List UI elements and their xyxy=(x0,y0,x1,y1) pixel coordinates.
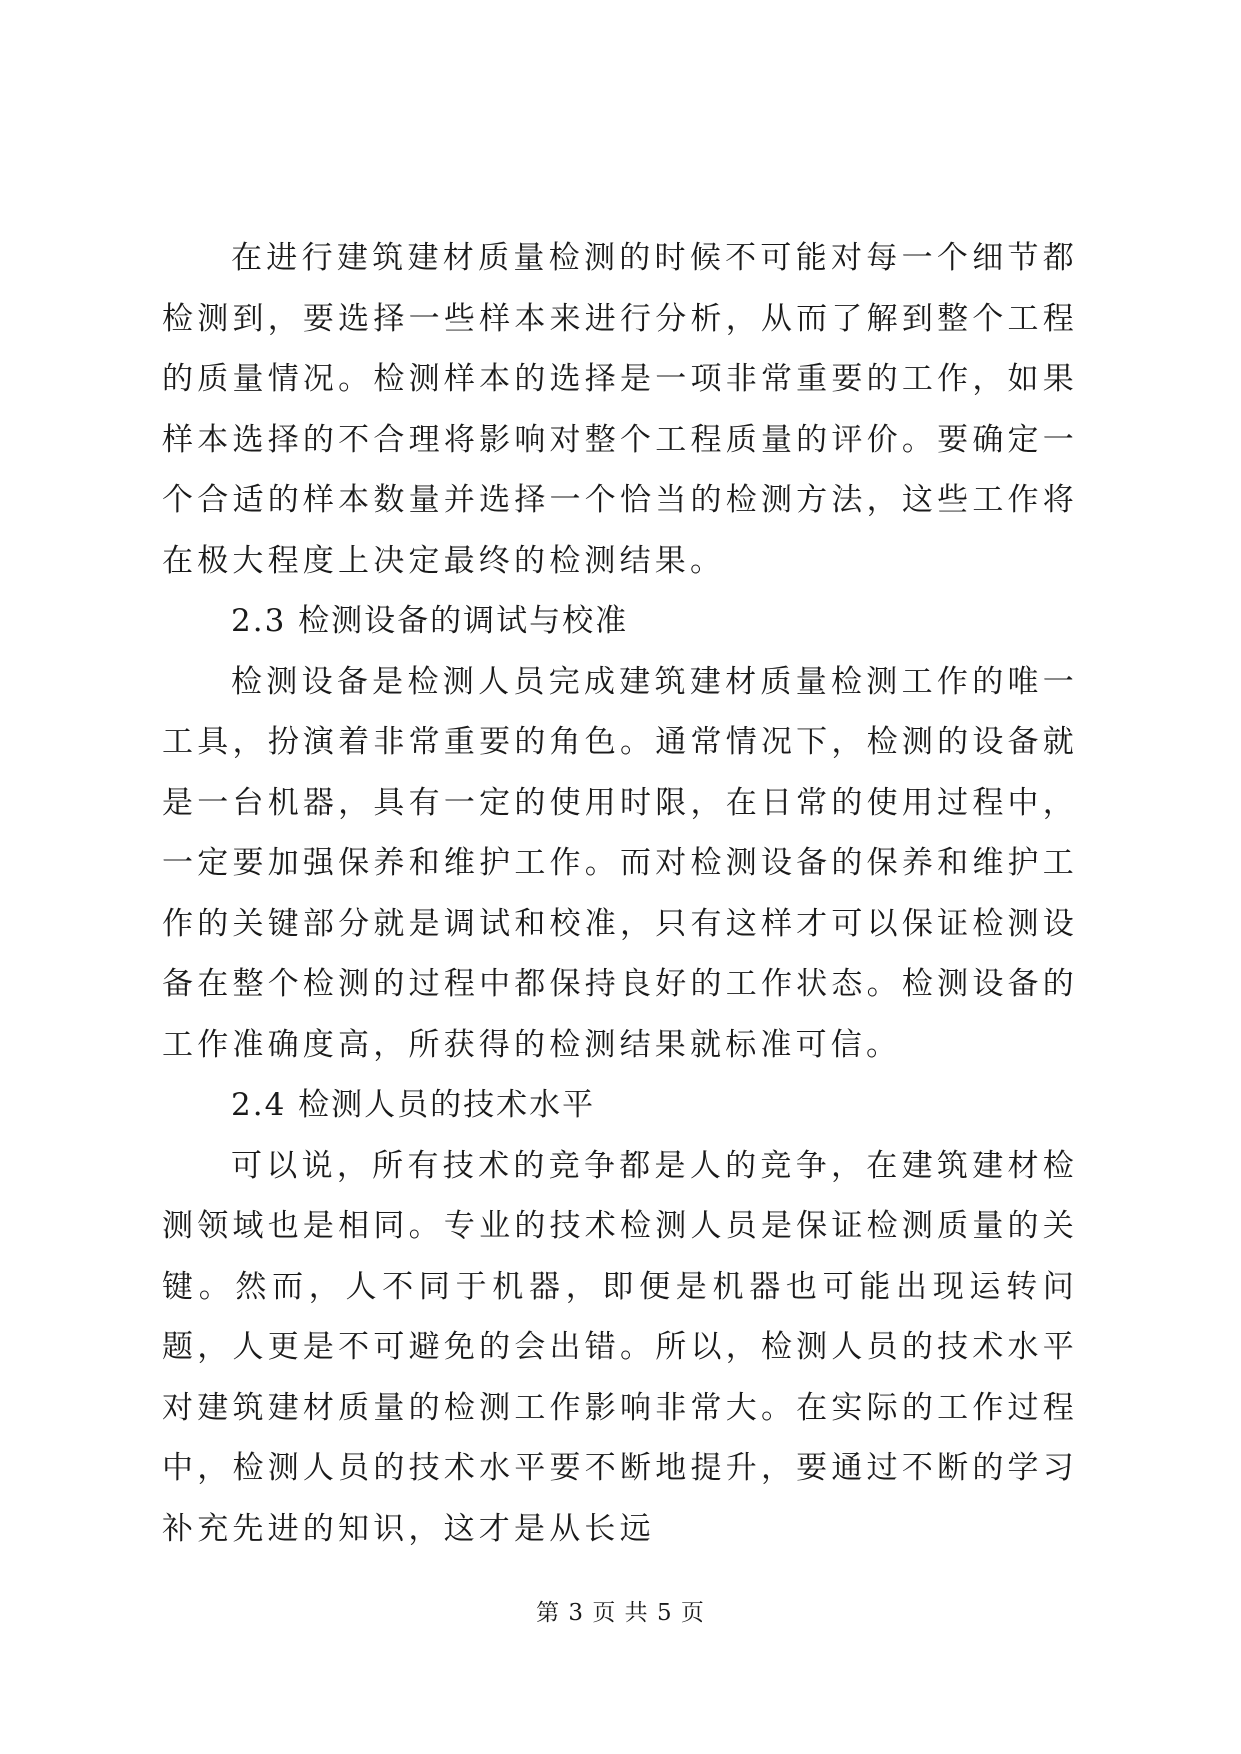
paragraph-sample-selection: 在进行建筑建材质量检测的时候不可能对每一个细节都检测到，要选择一些样本来进行分析，从而了解到整个工程的质量情况。检测样本的选择是一项非常重要的工作，如果样本选择的不合理将影响对整个工程质量的评价。要确定一个合适的样本数量并选择一个恰当的检测方法，这些工作将在极大程度上决定最终的检测结果。 xyxy=(162,240,1078,579)
section-heading-2-4: 2.4 检测人员的技术水平 xyxy=(231,1087,596,1123)
section-heading-2-3: 2.3 检测设备的调试与校准 xyxy=(231,603,629,639)
page-number-footer: 第 3 页 共 5 页 xyxy=(536,1600,705,1626)
paragraph-equipment-calibration: 检测设备是检测人员完成建筑建材质量检测工作的唯一工具，扮演着非常重要的角色。通常情况下，检测的设备就是一台机器，具有一定的使用时限，在日常的使用过程中，一定要加强保养和维护工作。而对检测设备的保养和维护工作的关键部分就是调试和校准，只有这样才可以保证检测设备在整个检测的过程中都保持良好的工作状态。检测设备的工作准确度高，所获得的检测结果就标准可信。 xyxy=(162,663,1078,1063)
document-body xyxy=(162,228,1078,1559)
paragraph-staff-skill: 可以说，所有技术的竞争都是人的竞争，在建筑建材检测领域也是相同。专业的技术检测人员是保证检测质量的关键。然而，人不同于机器，即便是机器也可能出现运转问题，人更是不可避免的会出错。所以，检测人员的技术水平对建筑建材质量的检测工作影响非常大。在实际的工作过程中，检测人员的技术水平要不断地提升，要通过不断的学习补充先进的知识，这才是从长远 xyxy=(162,1147,1078,1547)
